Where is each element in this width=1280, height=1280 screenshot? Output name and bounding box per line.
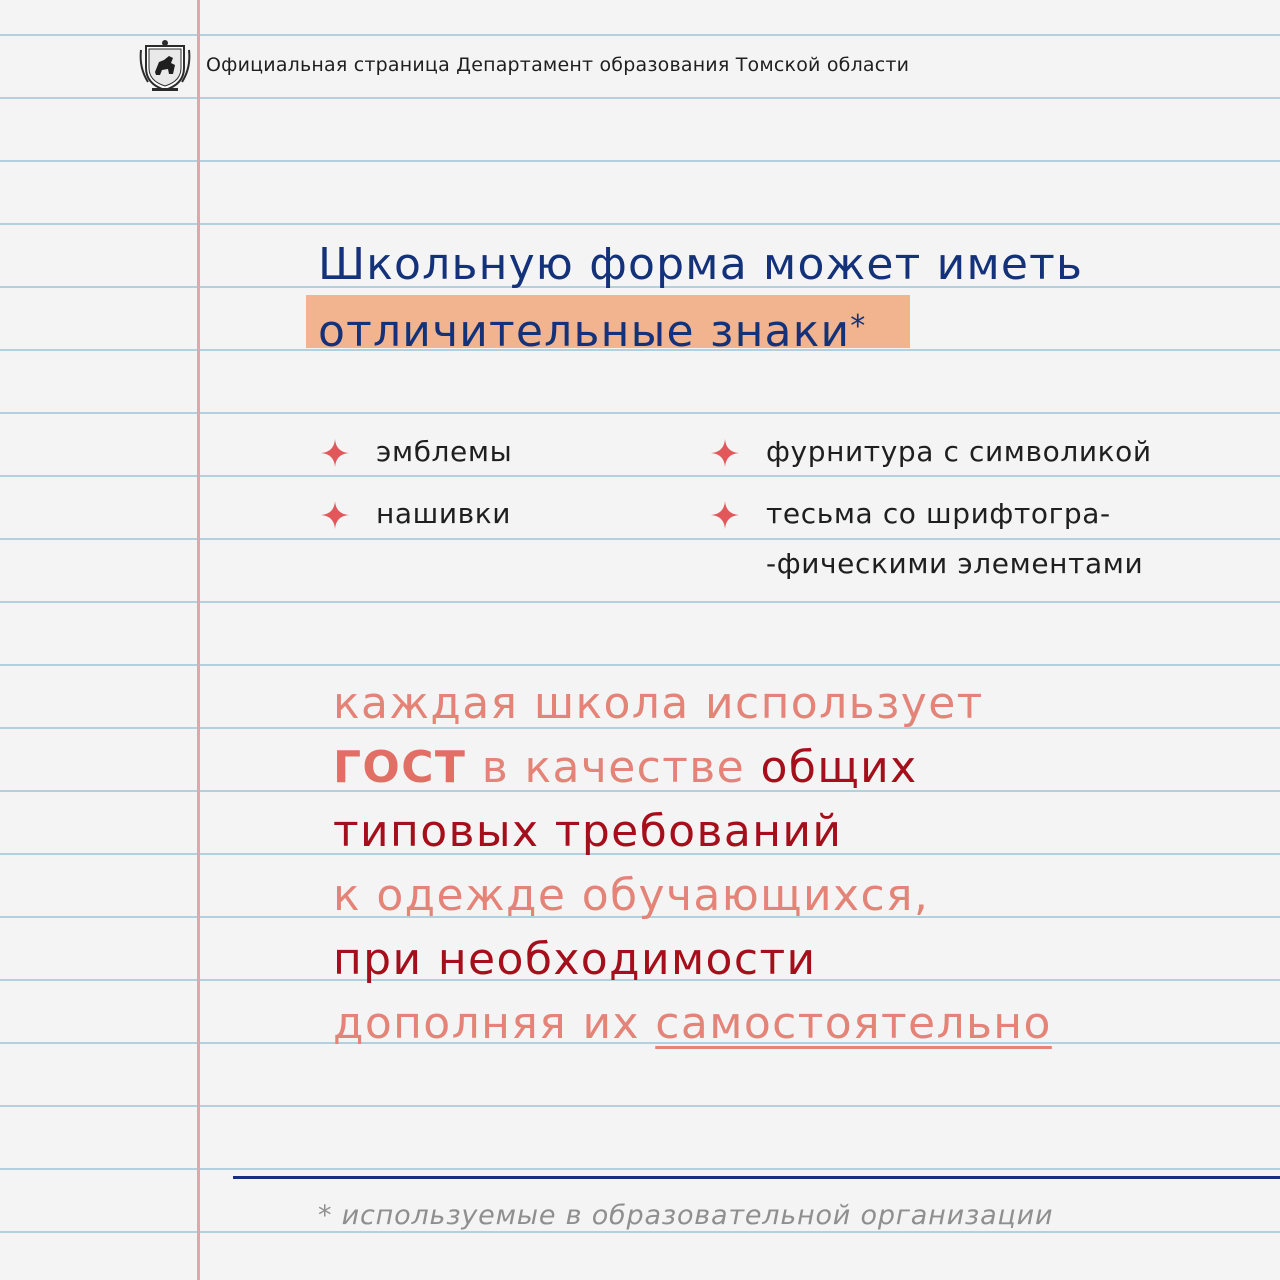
statement-line-2	[333, 736, 1052, 800]
list-item-emblems	[320, 436, 512, 477]
sparkle-icon	[710, 500, 740, 530]
statement-line-2-mid: в качестве	[466, 742, 761, 793]
list-item-label-line-1: тесьма со шрифтогра-	[766, 497, 1111, 530]
statement-line-3: типовых требований	[333, 806, 843, 857]
page-header	[138, 38, 909, 92]
header-title: Официальная страница Департамент образования Томской области	[206, 54, 910, 76]
statement-line-1: каждая школа использует	[333, 678, 984, 729]
page-title	[318, 234, 1083, 363]
list-item-label: фурнитура с символикой	[766, 435, 1152, 468]
list-item-label	[766, 489, 1143, 589]
list-item-fittings	[710, 436, 1152, 477]
coat-of-arms-icon	[138, 38, 192, 92]
gost-text: ГОСТ	[333, 742, 467, 793]
statement-line-6	[333, 992, 1052, 1056]
notebook-margin-line	[197, 0, 200, 1280]
list-item-tape	[710, 498, 1143, 589]
sparkle-icon	[710, 438, 740, 468]
title-line-1: Школьную форма может иметь	[318, 239, 1084, 290]
statement-line-4: к одежде обучающихся,	[333, 870, 930, 921]
statement-line-5: при необходимости	[333, 934, 817, 985]
footnote-divider	[233, 1176, 1280, 1179]
list-item-label-line-2: -фическими элементами	[766, 547, 1144, 580]
title-line-2	[318, 296, 866, 363]
sparkle-icon	[320, 500, 350, 530]
list-item-patches	[320, 498, 511, 539]
footnote: * используемые в образовательной организации	[318, 1200, 1054, 1231]
list-item-label: нашивки	[376, 497, 512, 530]
sparkle-icon	[320, 438, 350, 468]
title-line-2-text: отличительные знаки	[318, 306, 851, 357]
statement-line-6-start: дополняя их	[333, 998, 656, 1049]
statement-line-2-end: общих	[760, 742, 918, 793]
list-item-label: эмблемы	[376, 435, 513, 468]
main-statement	[333, 672, 1052, 1056]
statement-underlined-word: самостоятельно	[655, 998, 1052, 1049]
title-asterisk: *	[850, 309, 867, 344]
